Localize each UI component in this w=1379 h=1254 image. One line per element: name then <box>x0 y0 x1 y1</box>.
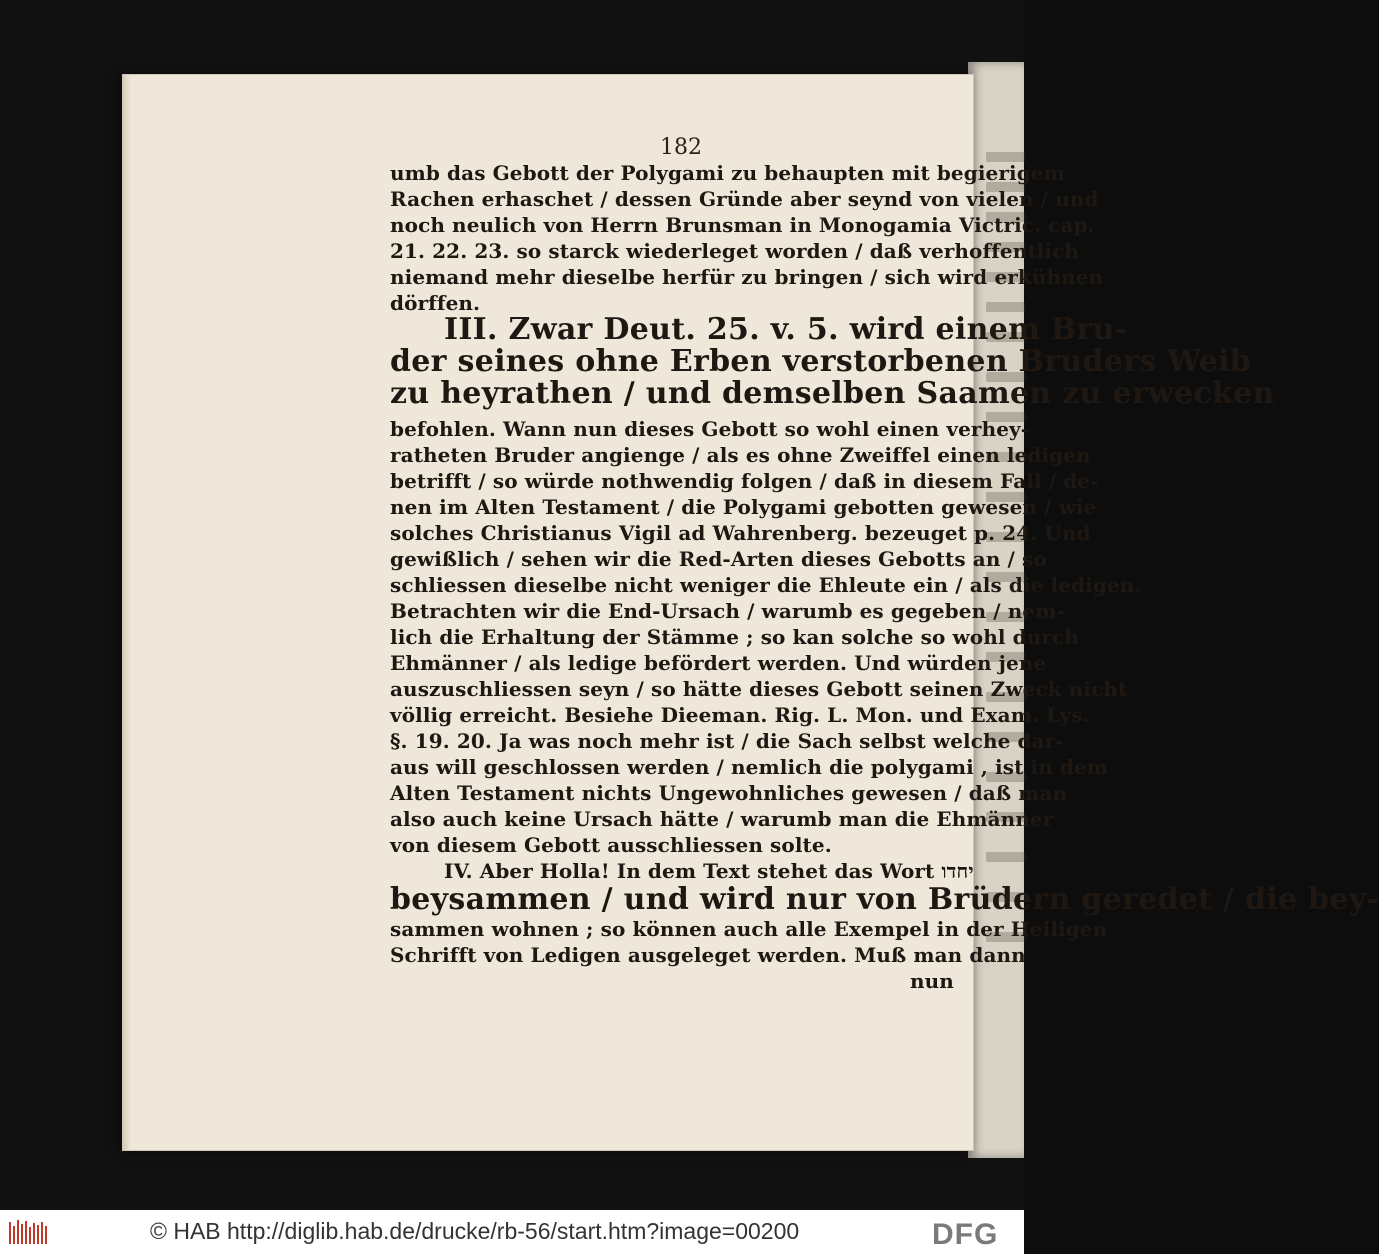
text-line: Betrachten wir die End-Ursach / warumb es gegeben / nem- <box>390 599 1065 623</box>
text-line: Schrifft von Ledigen ausgeleget werden. Muß man dann <box>390 943 1026 967</box>
text-line: also auch keine Ursach hätte / warumb man die Ehmänner <box>390 807 1054 831</box>
text-line: schliessen dieselbe nicht weniger die Ehleute ein / als die ledigen. <box>390 573 1142 597</box>
text-line: dörffen. <box>390 291 481 315</box>
text-line: 21. 22. 23. so starck wiederleget worden / daß verhoffentlich <box>390 239 1080 263</box>
text-line: sammen wohnen ; so können auch alle Exempel in der Heiligen <box>390 917 1108 941</box>
text-line: befohlen. Wann nun dieses Gebott so wohl einen verhey- <box>390 417 1030 441</box>
copyright-link[interactable]: © HAB http://diglib.hab.de/drucke/rb-56/start.htm?image=00200 <box>150 1218 800 1244</box>
text-line: auszuschliessen seyn / so hätte dieses Gebott seinen Zweck nicht <box>390 677 1128 701</box>
dfg-logo: DFG <box>932 1218 999 1251</box>
section-heading-line: zu heyrathen / und demselben Saamen zu erwecken <box>390 376 1275 411</box>
section-heading-line: III. Zwar Deut. 25. v. 5. wird einem Bru- <box>444 312 1128 347</box>
text-line: §. 19. 20. Ja was noch mehr ist / die Sach selbst welche dar- <box>390 729 1064 753</box>
text-line: Ehmänner / als ledige befördert werden. Und würden jene <box>390 651 1047 675</box>
text-line: von diesem Gebott ausschliessen solte. <box>390 833 832 857</box>
text-line: Alten Testament nichts Ungewohnliches gewesen / daß man <box>390 781 1068 805</box>
text-line: beysammen / und wird nur von Brüdern geredet / die bey- <box>390 882 1379 917</box>
section-heading-line: der seines ohne Erben verstorbenen Bruders Weib <box>390 344 1252 379</box>
text-line: Rachen erhaschet / dessen Gründe aber seynd von vielen / und <box>390 187 1099 211</box>
hab-logo-icon <box>8 1218 48 1248</box>
text-line: umb das Gebott der Polygami zu behaupten mit begierigem <box>390 161 1065 185</box>
text-line: gewißlich / sehen wir die Red-Arten dieses Gebotts an / so <box>390 547 1047 571</box>
text-line: solches Christianus Vigil ad Wahrenberg. bezeuget p. 24. Und <box>390 521 1091 545</box>
catchword: nun <box>910 969 954 993</box>
text-line: betrifft / so würde nothwendig folgen / daß in diesem Fall / de- <box>390 469 1099 493</box>
text-line: aus will geschlossen werden / nemlich die polygami , ist in dem <box>390 755 1109 779</box>
text-line: IV. Aber Holla! In dem Text stehet das Wort יחדו <box>444 859 974 883</box>
text-line: noch neulich von Herrn Brunsman in Monogamia Victric. cap. <box>390 213 1095 237</box>
text-line: ratheten Bruder angienge / als es ohne Zweiffel einen ledigen <box>390 443 1091 467</box>
text-line: nen im Alten Testament / die Polygami gebotten gewesen / wie <box>390 495 1097 519</box>
text-line: niemand mehr dieselbe herfür zu bringen / sich wird erkühnen <box>390 265 1104 289</box>
page-number: 182 <box>660 135 702 160</box>
viewer-footer <box>0 1210 1024 1254</box>
text-line: völlig erreicht. Besiehe Dieeman. Rig. L. Mon. und Exam. Lys. <box>390 703 1090 727</box>
text-line: lich die Erhaltung der Stämme ; so kan solche so wohl durch <box>390 625 1079 649</box>
